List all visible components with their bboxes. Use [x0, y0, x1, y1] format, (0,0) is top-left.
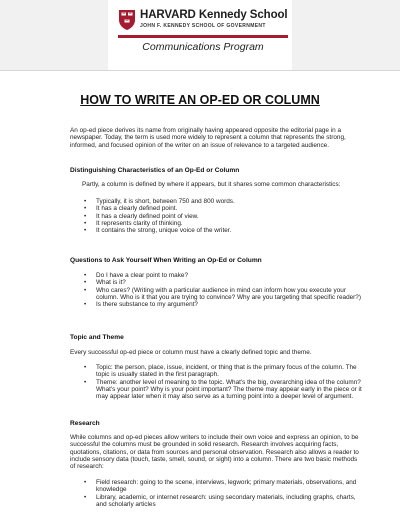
list-item: • It contains the strong, unique voice of the writer. [84, 227, 362, 234]
topic-lead: Every successful op-ed piece or column must have a clearly defined topic and theme. [70, 349, 312, 356]
list-item: • Typically, it is short, between 750 and 800 words. [84, 198, 362, 205]
school-subtitle: JOHN F. KENNEDY SCHOOL OF GOVERNMENT [140, 23, 266, 29]
characteristics-lead: Partly, a column is defined by where it appears, but it shares some common characteristics: [82, 181, 341, 188]
research-heading: Research [70, 420, 100, 427]
list-item: • It represents clarity of thinking. [84, 220, 362, 227]
research-list [84, 479, 362, 508]
header-right-panel [292, 0, 400, 70]
list-item: • What is it? [84, 279, 362, 286]
list-item: • Library, academic, or internet research: using secondary materials, including graphs, charts, and scholarly articles [84, 494, 362, 509]
list-item: • Topic: the person, place, issue, incident, or thing that is the primary focus of the column. The topic is usually stated in the first paragraph. [84, 364, 362, 379]
brand-divider [118, 35, 288, 38]
characteristics-list [84, 198, 362, 234]
characteristics-heading: Distinguishing Characteristics of an Op-Ed or Column [70, 167, 240, 174]
list-item: • Field research: going to the scene, interviews, legwork; primary materials, observations, and knowledge [84, 479, 362, 494]
list-item: • Do I have a clear point to make? [84, 272, 362, 279]
harvard-shield-icon [118, 9, 136, 31]
harvard-kennedy-logo [118, 9, 298, 61]
list-item: • It has a clearly defined point. [84, 205, 362, 212]
school-name: HARVARD Kennedy School [140, 9, 288, 21]
intro-paragraph: An op-ed piece derives its name from originally having appeared opposite the editorial page in a newspaper. Today, the term is used more widely to represent a column that represents the strong, informed, and focused opinion of the writer on an issue of relevance to a targeted audience. [70, 127, 346, 149]
research-lead: While columns and op-ed pieces allow writers to include their own voice and express an opinion, to be successful the columns must be grounded in solid research. Research involves acquiring facts, quotations, citations, or data from sources and personal observation. Research also allows a reader to include sensory data (touch, taste, smell, sound, or sight) into a column. There are two basic methods of research: [70, 434, 359, 471]
list-item: • Who cares? (Writing with a particular audience in mind can inform how you execute your column. Who is it that you are trying to convince? Why are you targeting that specific reader?) [84, 287, 362, 302]
topic-list [84, 364, 362, 400]
questions-list [84, 272, 362, 308]
list-item: • Is there substance to my argument? [84, 301, 362, 308]
header-left-panel [0, 0, 108, 70]
header [0, 0, 400, 70]
questions-heading: Questions to Ask Yourself When Writing an Op-Ed or Column [70, 257, 262, 264]
list-item: • It has a clearly defined point of view. [84, 213, 362, 220]
list-item: • Theme: another level of meaning to the topic. What's the big, overarching idea of the column? What's your point? Why is your point important? The theme may appear early in the piece or it may appear later when it may also serve as a turning point into a deeper level of argument. [84, 379, 362, 401]
document-title: HOW TO WRITE AN OP-ED OR COLUMN [80, 93, 320, 107]
topic-heading: Topic and Theme [70, 334, 124, 341]
program-name: Communications Program [142, 41, 264, 53]
header-divider [0, 70, 400, 71]
